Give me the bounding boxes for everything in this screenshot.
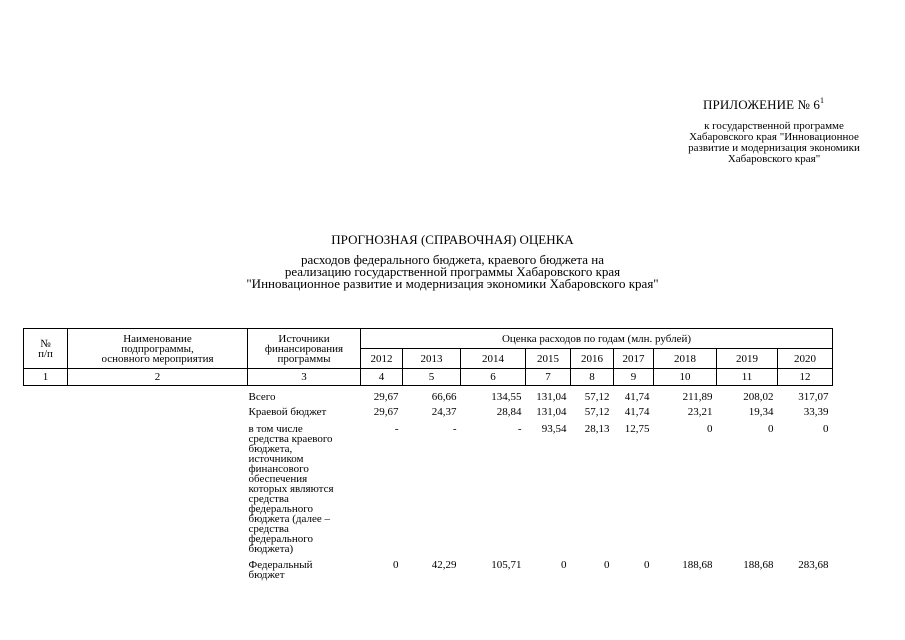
header-estimate: Оценка расходов по годам (млн. рублей) <box>361 329 833 349</box>
row-value: - <box>452 423 457 435</box>
row-value: 33,39 <box>803 406 829 418</box>
row-value: 131,04 <box>536 391 567 403</box>
row-value: 0 <box>707 423 713 435</box>
row-value: 24,37 <box>431 406 457 418</box>
row-value: 42,29 <box>431 559 457 571</box>
appendix-superscript: 1 <box>820 96 825 105</box>
row-source: в том числе средства краевого бюджета, источником финансового обеспечения которых являются средства федерального бюджета (далее – средства федерального бюджета) <box>248 423 334 555</box>
row-value: 188,68 <box>743 559 774 571</box>
appendix-subtitle-line: Хабаровского края" <box>727 153 821 165</box>
row-value: 211,89 <box>682 391 713 403</box>
appendix-subtitle-line: к государственной программе <box>704 120 844 132</box>
column-number: 3 <box>248 369 361 386</box>
column-number: 1 <box>24 369 68 386</box>
row-value: 41,74 <box>624 406 650 418</box>
row-value: 131,04 <box>536 406 567 418</box>
column-number: 8 <box>571 369 614 386</box>
appendix-subtitle-line: развитие и модернизация экономики <box>688 142 860 154</box>
row-source: Федеральный бюджет <box>248 559 313 581</box>
row-value: 0 <box>604 559 610 571</box>
row-value: 0 <box>561 559 567 571</box>
appendix-heading <box>703 97 824 113</box>
row-value: 57,12 <box>584 391 610 403</box>
row-value: 134,55 <box>491 391 522 403</box>
row-value: 0 <box>393 559 399 571</box>
appendix-label: ПРИЛОЖЕНИЕ № 6 <box>703 97 820 112</box>
row-value: 29,67 <box>373 406 399 418</box>
document-title: ПРОГНОЗНАЯ (СПРАВОЧНАЯ) ОЦЕНКА <box>331 232 574 247</box>
appendix-subtitle-line: Хабаровского края "Инновационное <box>689 131 859 143</box>
column-number: 12 <box>778 369 833 386</box>
header-year: 2016 <box>571 349 614 369</box>
header-year: 2015 <box>526 349 571 369</box>
header-year: 2017 <box>614 349 654 369</box>
header-year: 2018 <box>654 349 717 369</box>
column-number: 7 <box>526 369 571 386</box>
row-source: Всего <box>248 391 276 403</box>
column-number: 6 <box>461 369 526 386</box>
header-year: 2020 <box>778 349 833 369</box>
row-value: 19,34 <box>748 406 774 418</box>
header-year: 2012 <box>361 349 403 369</box>
document-subtitle <box>0 254 905 290</box>
document-subtitle-line: реализацию государственной программы Хабаровского края <box>284 264 621 279</box>
row-value: 66,66 <box>431 391 457 403</box>
column-number: 10 <box>654 369 717 386</box>
row-value: 283,68 <box>798 559 829 571</box>
row-name <box>68 402 248 417</box>
row-value: 0 <box>644 559 650 571</box>
column-number: 5 <box>403 369 461 386</box>
row-value: 41,74 <box>624 391 650 403</box>
table-row <box>24 554 833 580</box>
row-value: 12,75 <box>624 423 650 435</box>
row-value: 0 <box>768 423 774 435</box>
row-num <box>24 386 68 403</box>
expenditure-table <box>23 328 833 580</box>
row-num <box>24 554 68 580</box>
table-row <box>24 417 833 554</box>
row-value: 57,12 <box>584 406 610 418</box>
header-name: Наименование подпрограммы, основного мероприятия <box>68 329 248 369</box>
row-value: 105,71 <box>491 559 522 571</box>
row-source: Краевой бюджет <box>248 406 327 418</box>
document-subtitle-line: расходов федерального бюджета, краевого бюджета на <box>300 252 604 267</box>
row-value: 28,13 <box>584 423 610 435</box>
column-number: 9 <box>614 369 654 386</box>
row-name <box>68 554 248 580</box>
column-number: 2 <box>68 369 248 386</box>
header-year: 2013 <box>403 349 461 369</box>
header-year: 2019 <box>717 349 778 369</box>
row-value: 208,02 <box>743 391 774 403</box>
appendix-subtitle <box>660 121 888 165</box>
row-value: 28,84 <box>496 406 522 418</box>
row-value: 317,07 <box>798 391 829 403</box>
header-year: 2014 <box>461 349 526 369</box>
table-row <box>24 386 833 403</box>
row-value: 23,21 <box>687 406 713 418</box>
row-value: 188,68 <box>682 559 713 571</box>
row-value: 93,54 <box>541 423 567 435</box>
row-num <box>24 402 68 417</box>
table-row <box>24 402 833 417</box>
row-value: - <box>394 423 399 435</box>
header-source: Источники финансирования программы <box>248 329 361 369</box>
header-num: № п/п <box>24 329 68 369</box>
row-name <box>68 417 248 554</box>
row-num <box>24 417 68 554</box>
row-value: - <box>517 423 522 435</box>
row-value: 0 <box>823 423 829 435</box>
document-subtitle-line: "Инновационное развитие и модернизация экономики Хабаровского края" <box>246 276 659 291</box>
column-number: 4 <box>361 369 403 386</box>
column-number: 11 <box>717 369 778 386</box>
row-value: 29,67 <box>373 391 399 403</box>
row-name <box>68 386 248 403</box>
